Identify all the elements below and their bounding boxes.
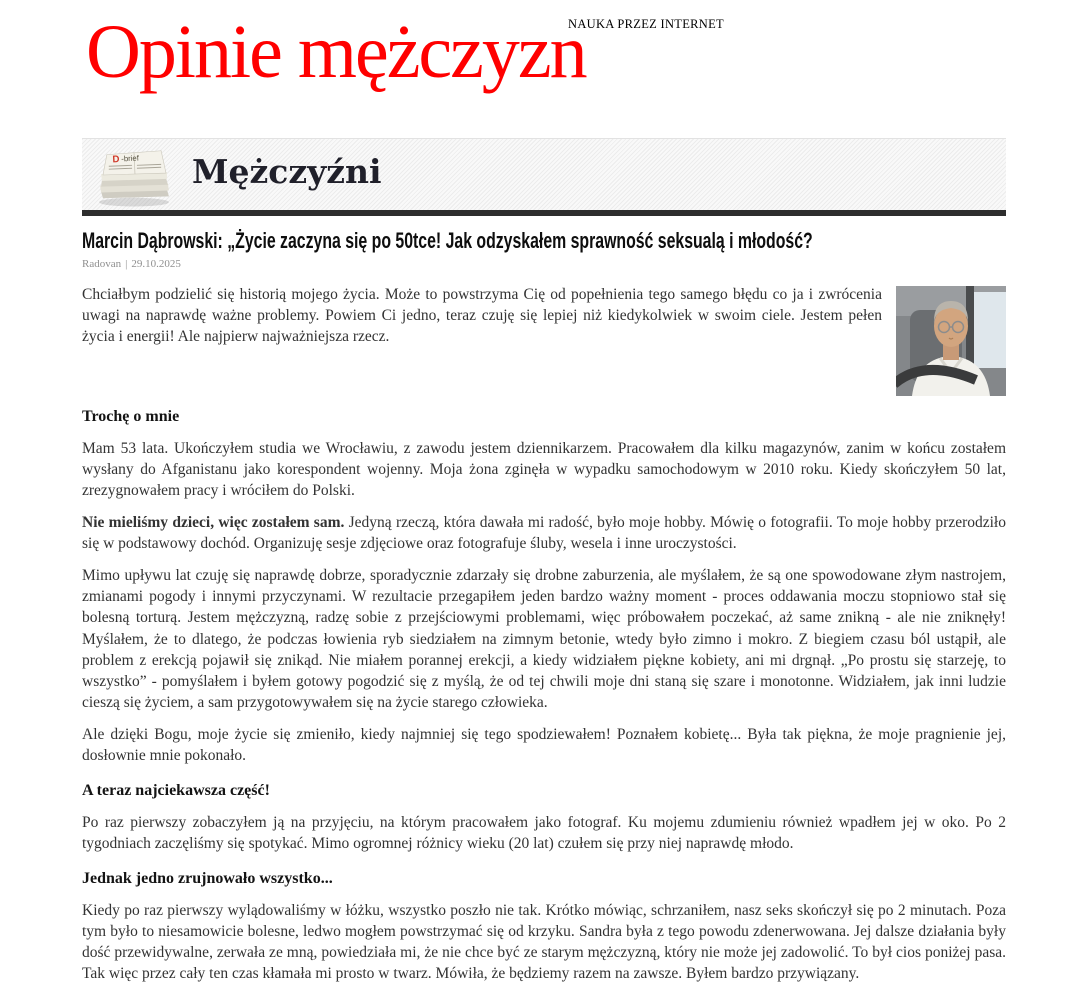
article-subheading: Jednak jedno zrujnowało wszystko... bbox=[82, 869, 333, 887]
article-subheading: Trochę o mnie bbox=[82, 408, 180, 426]
article-title: Marcin Dąbrowski: „Życie zaczyna się po 50tce! Jak odzyskałem sprawność seksualą i młodość? bbox=[82, 228, 813, 253]
article-byline bbox=[82, 258, 1006, 270]
article-photo bbox=[896, 286, 1006, 396]
article-date: 29.10.2025 bbox=[131, 258, 181, 271]
article-paragraph bbox=[82, 512, 1006, 554]
article-paragraph: Kiedy po raz pierwszy wylądowaliśmy w łóżku, wszystko poszło nie tak. Krótko mówiąc, schrzaniłem, nasz seks skończył się po 2 minutach. Poza tym było to niesamowicie bolesne, ledwo mogłem powstrzymać się od krzyku. Sandra była z tego powodu zdenerwowana. Jej dalsze działania były dość przewidywalne, zerwała ze mną, powiedziała mi, że nie chce być ze starym mężczyzną, który nie może jej zadowolić. To był cios poniżej pasa. Tak więc przez cały ten czas kłamała mi prosto w twarz. Mówiła, że będziemy razem na zawsze. Byłem bardzo przywiązany. bbox=[82, 901, 1006, 982]
article-paragraph: Mimo upływu lat czuję się naprawdę dobrze, sporadycznie zdarzały się drobne zaburzenia, ale myślałem, że są one spowodowane złym nastrojem, zmianami pogody i innymi przyczynami. W rezultacie przegapiłem jeden bardzo ważny moment - proces oddawania moczu stopniowo stał się bolesną torturą. Jestem mężczyzną, radzę sobie z przejściowymi problemami, więc próbowałem poczekać, aż same znikną - ale nie zniknęły! Myślałem, że to dlatego, że podczas łowienia ryb siedziałem na zimnym betonie, wtedy było zimno i mokro. Z biegiem czasu ból ustąpił, ale problem z erekcją pojawił się znikąd. Nie miałem porannej erekcji, a kiedy widziałem piękne kobiety, ani mi drgnął. „Po prostu się starzeję, to wszystko” - pomyślałem i byłem gotowy pogodzić się z myślą, że od tej chwili moje dni staną się szare i monotonne. Widziałem, jak inni ludzie cieszą się życiem, a sam przygotowywałem się na życie starego człowieka. bbox=[82, 567, 1006, 711]
newspaper-stack-icon bbox=[92, 143, 176, 207]
paragraph-bold-lead: Nie mieliśmy dzieci, więc zostałem sam. bbox=[82, 514, 345, 532]
article-paragraph: Po raz pierwszy zobaczyłem ją na przyjęciu, na którym pracowałem jako fotograf. Ku mojemu zdumieniu również wpadłem jej w oko. Po 2 tygodniach zaczęliśmy się spotykać. Mimo ogromnej różnicy wieku (20 lat) czułem się przy niej naprawdę młodo. bbox=[82, 813, 1006, 852]
article-paragraph: Ale dzięki Bogu, moje życie się zmieniło, kiedy najmniej się tego spodziewałem! Poznałem kobietę... Była tak piękna, że moje pragnienie jej, dosłownie mnie pokonało. bbox=[82, 725, 1006, 764]
article-body bbox=[82, 284, 1006, 984]
site-title[interactable]: Opinie mężczyzn bbox=[86, 10, 586, 94]
newspaper-masthead-letter: D bbox=[112, 153, 120, 165]
page-content bbox=[82, 0, 1006, 984]
section-banner bbox=[82, 138, 1006, 210]
site-header bbox=[82, 0, 1006, 138]
article-paragraph: Mam 53 lata. Ukończyłem studia we Wrocławiu, z zawodu jestem dziennikarzem. Pracowałem dla kilku magazynów, zanim w końcu zostałem wysłany do Afganistanu jako korespondent wojenny. Moja żona zginęła w wypadku samochodowym w 2010 roku. Kiedy skończyłem 50 lat, zrezygnowałem pracy i wróciłem do Polski. bbox=[82, 439, 1006, 500]
article-intro: Chciałbym podzielić się historią mojego życia. Może to powstrzyma Cię od popełnienia tego samego błędu co ja i zwrócenia uwagi na naprawdę ważne problemy. Powiem Ci jedno, teraz czuję się lepiej niż kiedykolwiek w swoim ciele. Jestem pełen życia i energii! Ale najpierw najważniejsza rzecz. bbox=[82, 286, 882, 346]
man-in-car-photo bbox=[896, 286, 1006, 396]
article bbox=[82, 216, 1006, 984]
paragraph-text: Jedyną rzeczą, która dawała mi radość, było moje hobby. Mówię o fotografii. To moje hobby przerodziło się w podstawowy dochód. Organizuję sesje zdjęciowe oraz fotografuje śluby, wesela i inne uroczystości. bbox=[82, 514, 1006, 553]
article-author: Radovan bbox=[82, 258, 122, 271]
section-title[interactable]: Mężczyźni bbox=[192, 152, 382, 191]
site-tagline: NAUKA PRZEZ INTERNET bbox=[568, 17, 724, 31]
article-subheading: A teraz najciekawsza część! bbox=[82, 782, 270, 800]
byline-separator: | bbox=[125, 258, 128, 271]
newspaper-masthead-rest: -brief bbox=[121, 153, 140, 163]
